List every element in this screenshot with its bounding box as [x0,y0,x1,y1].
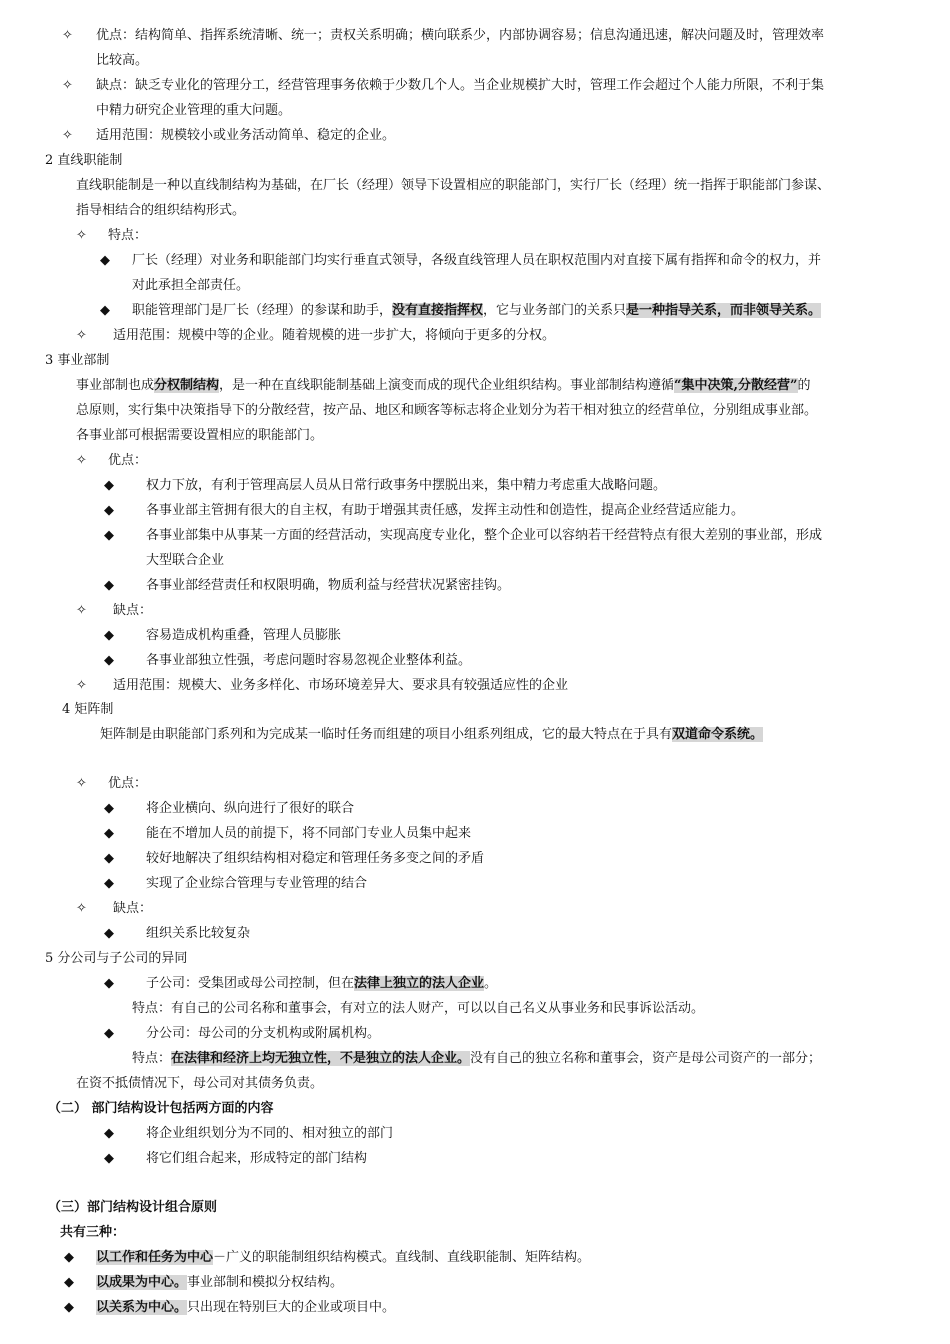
list-item: 组织关系比较复杂 [146,926,251,941]
paragraph-cont: 指导相结合的组织结构形式。 [76,203,246,218]
advantages-text: 结构简单、指挥系统清晰、统一；责权关系明确；横向联系少，内部协调容易；信息沟通迅速，解决问题及时，管理效率 [135,28,825,43]
list-item: 较好地解决了组织结构相对稳定和管理任务多变之间的矛盾 [146,851,485,866]
diamond-outline-icon: ✧ [76,776,87,791]
diamond-outline-icon: ✧ [76,603,87,618]
feature-text: 特点：有自己的公司名称和董事会，有对立的法人财产，可以以自己名义从事业务和民事诉讼活动。 [132,1001,705,1016]
list-item: 各事业部经营责任和权限明确，物质利益与经营状况紧密挂钩。 [146,578,511,593]
text-run: 。 [484,976,498,991]
section-heading-matrix: 4 矩阵制 [62,702,114,717]
text-run: ，它与业务部门的关系只 [483,303,627,318]
list-item: 分公司：母公司的分支机构或附属机构。 [146,1026,381,1041]
diamond-filled-icon: ◆ [104,653,114,668]
highlight-text: 没有直接指挥权 [392,303,484,318]
advantages-text-cont: 比较高。 [96,53,149,68]
list-item-cont: 大型联合企业 [146,553,225,568]
text-run: 特点： [132,1051,172,1066]
principle-item [96,1299,395,1317]
diamond-filled-icon: ◆ [64,1250,74,1265]
diamond-filled-icon: ◆ [100,303,110,318]
diamond-outline-icon: ✧ [62,78,73,93]
disadvantages-text-cont: 中精力研究企业管理的重大问题。 [96,103,292,118]
advantages-line [96,27,824,45]
diamond-filled-icon: ◆ [104,578,114,593]
list-item: 能在不增加人员的前提下，将不同部门专业人员集中起来 [146,826,472,841]
disadvantages-text: 缺乏专业化的管理分工，经营管理事务依赖于少数几个人。当企业规模扩大时，管理工作会超过个人能力所限，不利于集 [135,78,825,93]
principle-item [96,1274,343,1292]
highlight-text: 是一种指导关系，而非领导关系。 [626,303,822,318]
diamond-outline-icon: ✧ [62,28,73,43]
disadvantages-line [96,77,824,95]
text-run: －广义的职能制组织结构模式。直线制、直线职能制、矩阵结构。 [213,1250,591,1265]
feature-item: 厂长（经理）对业务和职能部门均实行垂直式领导，各级直线管理人员在职权范围内对直接下属有指挥和命令的权力，并 [132,253,822,268]
disadvantages-label: 缺点： [113,901,153,916]
diamond-outline-icon: ✧ [76,328,87,343]
diamond-outline-icon: ✧ [76,453,87,468]
diamond-outline-icon: ✧ [76,901,87,916]
list-item: 权力下放，有利于管理高层人员从日常行政事务中摆脱出来，集中精力考虑重大战略问题。 [146,478,667,493]
text-run: 没有自己的独立名称和董事会，资产是母公司资产的一部分； [470,1051,822,1066]
advantages-label: 优点： [108,776,148,791]
diamond-filled-icon: ◆ [104,478,114,493]
advantages-label: 优点： [108,453,148,468]
highlight-text: 以关系为中心。 [96,1300,188,1315]
feature-text [132,1050,821,1068]
diamond-filled-icon: ◆ [104,976,114,991]
diamond-filled-icon: ◆ [104,876,114,891]
diamond-outline-icon: ✧ [76,228,87,243]
diamond-filled-icon: ◆ [64,1275,74,1290]
highlight-text: 法律上独立的法人企业 [354,976,485,991]
text-run: 的 [797,378,811,393]
diamond-filled-icon: ◆ [104,826,114,841]
highlight-text: 双道命令系统。 [672,727,764,742]
scope-text: 适用范围：规模较小或业务活动简单、稳定的企业。 [96,128,396,143]
diamond-filled-icon: ◆ [104,503,114,518]
part-heading: （二） 部门结构设计包括两方面的内容 [48,1101,274,1116]
list-item: 将企业横向、纵向进行了很好的联合 [146,801,355,816]
diamond-filled-icon: ◆ [104,1151,114,1166]
paragraph-cont: 各事业部可根据需要设置相应的职能部门。 [76,428,324,443]
text-run: 只出现在特别巨大的企业或项目中。 [187,1300,396,1315]
feature-item [132,302,821,320]
diamond-filled-icon: ◆ [104,801,114,816]
scope-text: 适用范围：规模中等的企业。随着规模的进一步扩大，将倾向于更多的分权。 [113,328,556,343]
scope-text: 适用范围：规模大、业务多样化、市场环境差异大、要求具有较强适应性的企业 [113,678,569,693]
disadvantages-label: 缺点： [96,78,136,93]
feature-item-cont: 对此承担全部责任。 [132,278,250,293]
text-run: 事业部制和模拟分权结构。 [187,1275,344,1290]
text-run: ，是一种在直线职能制基础上演变而成的现代企业组织结构。事业部制结构遵循 [219,378,675,393]
highlight-text: “集中决策,分散经营” [674,378,798,393]
list-item: 各事业部独立性强，考虑问题时容易忽视企业整体利益。 [146,653,472,668]
list-item: 各事业部集中从事某一方面的经营活动，实现高度专业化，整个企业可以容纳若干经营特点有很大差别的事业部，形成 [146,528,823,543]
diamond-filled-icon: ◆ [104,528,114,543]
paragraph-cont: 总原则，实行集中决策指导下的分散经营，按产品、地区和顾客等标志将企业划分为若干相对独立的经营单位，分别组成事业部。 [76,403,818,418]
diamond-filled-icon: ◆ [100,253,110,268]
paragraph [100,726,763,744]
text-run: 矩阵制是由职能部门系列和为完成某一临时任务而组建的项目小组系列组成，它的最大特点在于具有 [100,727,673,742]
list-item: 实现了企业综合管理与专业管理的结合 [146,876,368,891]
diamond-filled-icon: ◆ [104,628,114,643]
highlight-text: 以成果为中心。 [96,1275,188,1290]
diamond-filled-icon: ◆ [104,926,114,941]
part-heading: （三）部门结构设计组合原则 [48,1200,218,1215]
diamond-outline-icon: ✧ [62,128,73,143]
list-item: 各事业部主管拥有很大的自主权，有助于增强其责任感，发挥主动性和创造性，提高企业经营适应能力。 [146,503,745,518]
paragraph: 直线职能制是一种以直线制结构为基础，在厂长（经理）领导下设置相应的职能部门，实行厂长（经理）统一指挥于职能部门参谋、 [76,178,831,193]
list-item: 容易造成机构重叠，管理人员膨胀 [146,628,342,643]
text-run: 子公司：受集团或母公司控制，但在 [146,976,355,991]
list-item: 将企业组织划分为不同的、相对独立的部门 [146,1126,394,1141]
advantages-label: 优点： [96,28,136,43]
disadvantages-label: 缺点： [113,603,153,618]
diamond-outline-icon: ✧ [76,678,87,693]
diamond-filled-icon: ◆ [104,1026,114,1041]
section-heading-subsidiary: 5 分公司与子公司的异同 [45,951,188,966]
section-heading-line-function: 2 直线职能制 [45,153,123,168]
list-item: 将它们组合起来，形成特定的部门结构 [146,1151,368,1166]
paragraph [76,377,811,395]
list-item [146,975,497,993]
highlight-text: 以工作和任务为中心 [96,1250,214,1265]
text-run: 事业部制也成 [76,378,155,393]
features-label: 特点： [108,228,148,243]
section-heading-division: 3 事业部制 [45,353,110,368]
feature-text-cont: 在资不抵债情况下，母公司对其债务负责。 [76,1076,324,1091]
highlight-text: 分权制结构 [154,378,220,393]
diamond-filled-icon: ◆ [64,1300,74,1315]
principle-item [96,1249,590,1267]
text-run: 职能管理部门是厂长（经理）的参谋和助手， [132,303,393,318]
diamond-filled-icon: ◆ [104,1126,114,1141]
sub-heading: 共有三种： [60,1225,126,1240]
highlight-text: 在法律和经济上均无独立性，不是独立的法人企业。 [171,1051,471,1066]
diamond-filled-icon: ◆ [104,851,114,866]
